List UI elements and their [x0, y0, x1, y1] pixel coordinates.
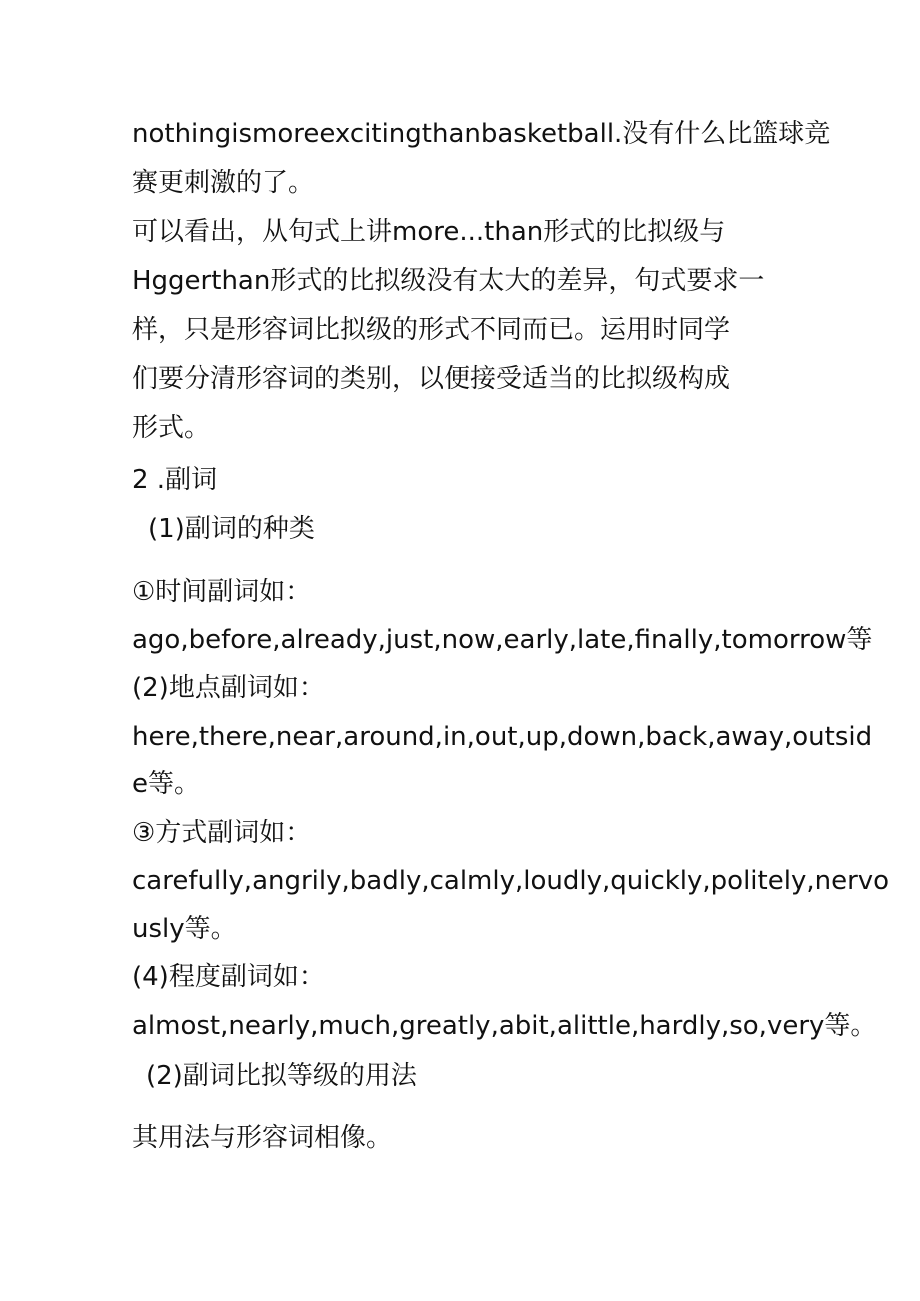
- paragraph-line: 样，只是形容词比拟级的形式不同而已。运用时同学: [132, 315, 731, 345]
- example-list: usly等。: [132, 914, 237, 944]
- section-heading: 2 .副词: [132, 465, 218, 495]
- paragraph-line: nothingismoreexcitingthanbasketball.没有什么比篮球竞: [132, 119, 831, 149]
- subsection-heading: (2)副词比拟等级的用法: [146, 1061, 417, 1091]
- example-list: e等。: [132, 769, 200, 799]
- subsection-heading: (1)副词的种类: [148, 514, 315, 544]
- category-heading: (2)地点副词如：: [132, 673, 325, 703]
- category-heading: ③方式副词如：: [132, 818, 312, 848]
- paragraph-line: Hggerthan形式的比拟级没有太大的差异，句式要求一: [132, 266, 765, 296]
- paragraph-line: 其用法与形容词相像。: [132, 1123, 393, 1153]
- paragraph-line: 们要分清形容词的类别，以便接受适当的比拟级构成: [132, 364, 731, 394]
- example-list: here,there,near,around,in,out,up,down,back,away,outsid: [132, 722, 873, 752]
- paragraph-line: 形式。: [132, 413, 211, 443]
- paragraph-line: 可以看出，从句式上讲more...than形式的比拟级与: [132, 217, 726, 247]
- category-heading: ①时间副词如：: [132, 577, 312, 607]
- paragraph-line: 赛更刺激的了。: [132, 168, 315, 198]
- example-list: carefully,angrily,badly,calmly,loudly,quickly,politely,nervo: [132, 866, 890, 896]
- example-list: almost,nearly,much,greatly,abit,alittle,hardly,so,very等。: [132, 1011, 877, 1041]
- example-list: ago,before,already,just,now,early,late,finally,tomorrow等: [132, 625, 873, 655]
- category-heading: (4)程度副词如：: [132, 962, 325, 992]
